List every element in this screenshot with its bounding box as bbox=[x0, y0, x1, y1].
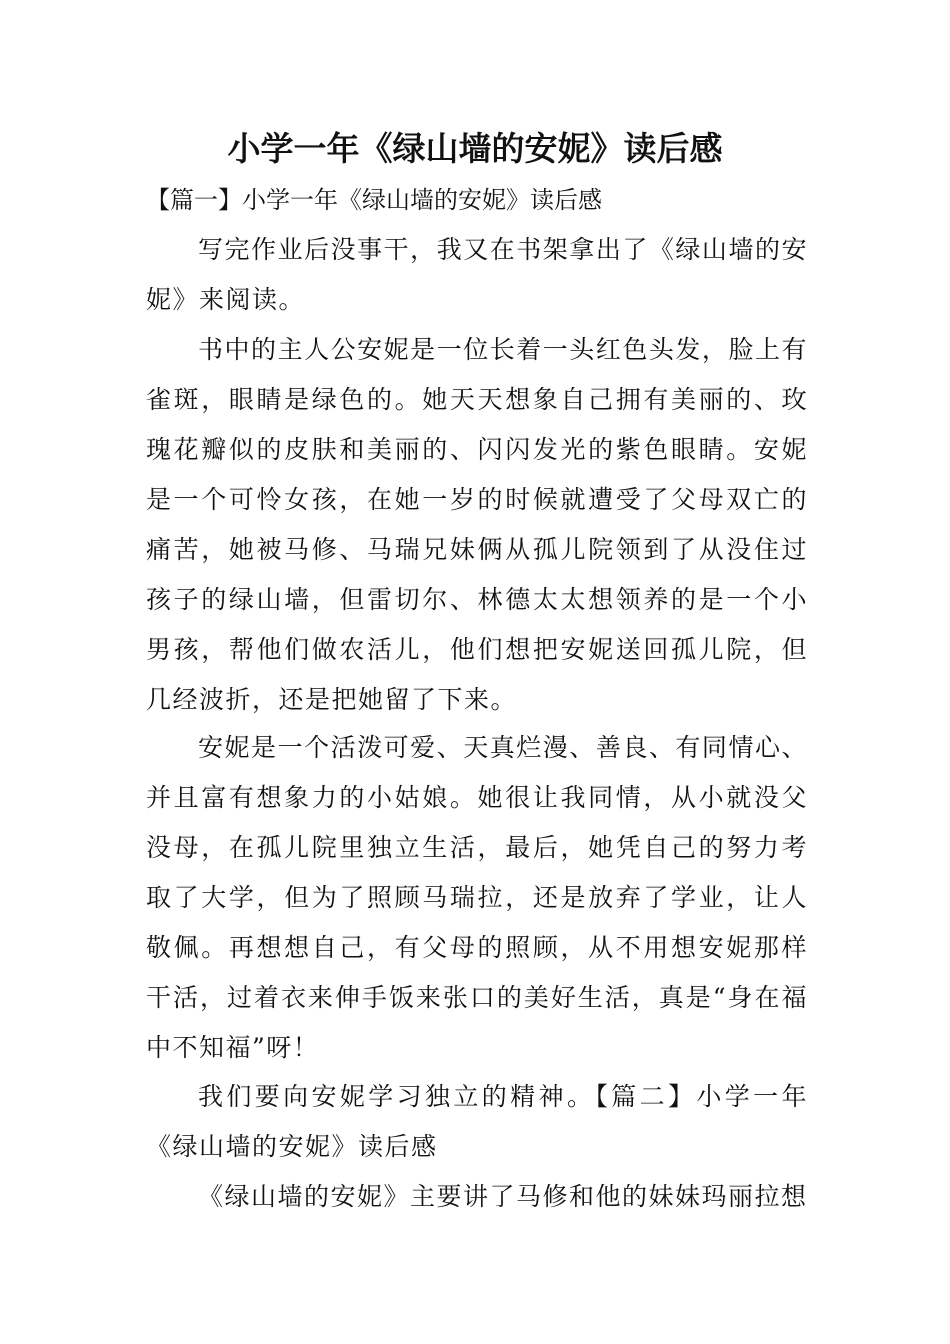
paragraph: 安妮是一个活泼可爱、天真烂漫、善良、有同情心、并且富有想象力的小姑娘。她很让我同情，从小就没父没母，在孤儿院里独立生活，最后，她凭自己的努力考取了大学，但为了照顾马瑞拉，还是放弃了学业，让人敬佩。再想想自己，有父母的照顾，从不用想安妮那样干活，过着衣来伸手饭来张口的美好生活，真是“身在福中不知福”呀！ bbox=[146, 733, 808, 1062]
section-heading: 【篇一】小学一年《绿山墙的安妮》读后感 bbox=[146, 186, 602, 214]
paragraph: 我们要向安妮学习独立的精神。【篇二】小学一年《绿山墙的安妮》读后感 bbox=[146, 1082, 808, 1161]
paragraph: 书中的主人公安妮是一位长着一头红色头发，脸上有雀斑，眼睛是绿色的。她天天想象自己拥有美丽的、玫瑰花瓣似的皮肤和美丽的、闪闪发光的紫色眼睛。安妮是一个可怜女孩，在她一岁的时候就遭受了父母双亡的痛苦，她被马修、马瑞兄妹俩从孤儿院领到了从没住过孩子的绿山墙，但雷切尔、林德太太想领养的是一个小男孩，帮他们做农活儿，他们想把安妮送回孤儿院，但几经波折，还是把她留了下来。 bbox=[146, 335, 808, 714]
document-title: 小学一年《绿山墙的安妮》读后感 bbox=[227, 129, 723, 168]
paragraph: 写完作业后没事干，我又在书架拿出了《绿山墙的安妮》来阅读。 bbox=[146, 235, 808, 314]
paragraph: 《绿山墙的安妮》主要讲了马修和他的妹妹玛丽拉想 bbox=[198, 1182, 808, 1211]
